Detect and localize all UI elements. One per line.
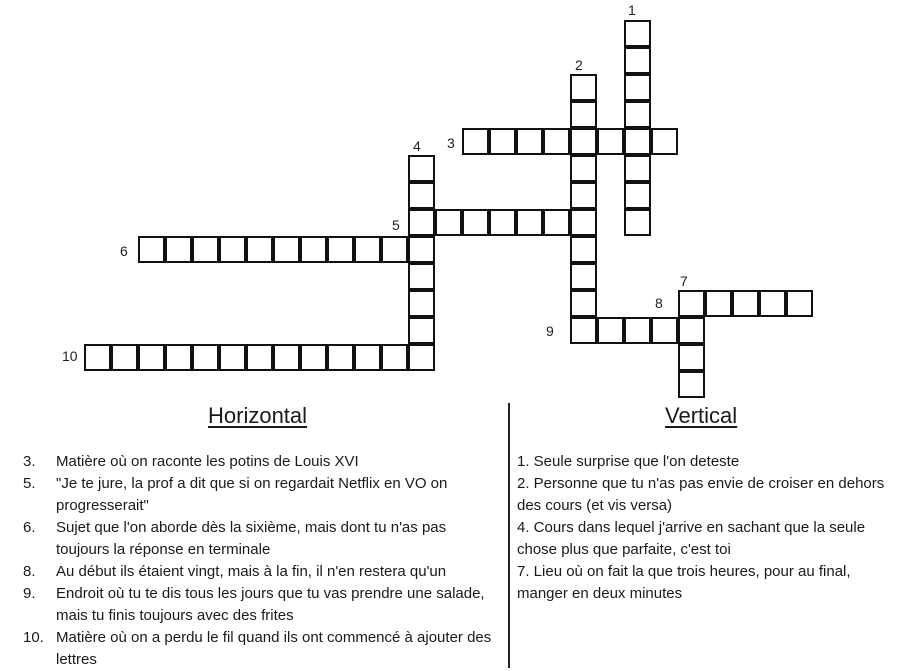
crossword-cell[interactable] [273, 344, 300, 371]
crossword-cell[interactable] [408, 290, 435, 317]
crossword-cell[interactable] [219, 344, 246, 371]
crossword-cell[interactable] [408, 209, 435, 236]
clue-number-10: 10 [62, 348, 78, 364]
horizontal-clue [23, 517, 493, 561]
crossword-cell[interactable] [678, 317, 705, 344]
crossword-cell[interactable] [219, 236, 246, 263]
crossword-cell[interactable] [543, 128, 570, 155]
clue-number-5: 5 [392, 217, 400, 233]
crossword-cell[interactable] [570, 236, 597, 263]
crossword-cell[interactable] [570, 290, 597, 317]
crossword-cell[interactable] [192, 344, 219, 371]
crossword-cell[interactable] [273, 236, 300, 263]
crossword-cell[interactable] [138, 236, 165, 263]
clue-text: Endroit où tu te dis tous les jours que tu vas prendre une salade, mais tu finis toujours avec des frites [56, 585, 485, 624]
crossword-cell[interactable] [408, 317, 435, 344]
crossword-cell[interactable] [354, 236, 381, 263]
crossword-cell[interactable] [327, 344, 354, 371]
crossword-cell[interactable] [786, 290, 813, 317]
crossword-cell[interactable] [759, 290, 786, 317]
crossword-cell[interactable] [624, 20, 651, 47]
clue-number-3: 3 [447, 135, 455, 151]
horizontal-heading: Horizontal [208, 403, 308, 428]
column-divider [508, 403, 510, 668]
crossword-cell[interactable] [408, 182, 435, 209]
crossword-cell[interactable] [597, 317, 624, 344]
crossword-cell[interactable] [516, 209, 543, 236]
clue-number-7: 7 [680, 273, 688, 289]
crossword-cell[interactable] [678, 344, 705, 371]
crossword-cell[interactable] [624, 47, 651, 74]
crossword-cell[interactable] [381, 344, 408, 371]
vertical-heading: Vertical [665, 403, 738, 428]
clue-number-9: 9 [546, 323, 554, 339]
crossword-cell[interactable] [489, 128, 516, 155]
crossword-cell[interactable] [192, 236, 219, 263]
crossword-cell[interactable] [408, 155, 435, 182]
crossword-cell[interactable] [408, 263, 435, 290]
crossword-cell[interactable] [300, 236, 327, 263]
clue-number: 5. [23, 475, 36, 492]
crossword-cell[interactable] [624, 155, 651, 182]
crossword-cell[interactable] [435, 209, 462, 236]
crossword-cell[interactable] [570, 155, 597, 182]
crossword-cell[interactable] [462, 128, 489, 155]
crossword-cell[interactable] [570, 263, 597, 290]
clue-text: Sujet que l'on aborde dès la sixième, mais dont tu n'as pas toujours la réponse en terminale [56, 519, 447, 558]
crossword-cell[interactable] [111, 344, 138, 371]
crossword-cell[interactable] [651, 317, 678, 344]
clue-number-4: 4 [413, 138, 421, 154]
crossword-cell[interactable] [300, 344, 327, 371]
horizontal-clue [23, 561, 493, 583]
crossword-cell[interactable] [138, 344, 165, 371]
crossword-cell[interactable] [624, 209, 651, 236]
crossword-cell[interactable] [570, 317, 597, 344]
clue-number: 6. [23, 519, 36, 536]
crossword-cell[interactable] [732, 290, 759, 317]
crossword-cell[interactable] [570, 128, 597, 155]
crossword-cell[interactable] [246, 236, 273, 263]
vertical-clue: 4. Cours dans lequel j'arrive en sachant que la seule chose plus que parfaite, c'est toi [517, 519, 866, 558]
clue-text: Au début ils étaient vingt, mais à la fin, il n'en restera qu'un [56, 563, 447, 580]
crossword-cell[interactable] [597, 128, 624, 155]
crossword-cell[interactable] [570, 209, 597, 236]
horizontal-clue [23, 627, 493, 671]
clue-number-1: 1 [628, 2, 636, 18]
crossword-cell[interactable] [570, 182, 597, 209]
horizontal-clue-list [23, 451, 493, 671]
vertical-clue-list [517, 451, 887, 605]
crossword-cell[interactable] [84, 344, 111, 371]
crossword-cell[interactable] [516, 128, 543, 155]
crossword-cell[interactable] [408, 236, 435, 263]
vertical-clue: 1. Seule surprise que l'on deteste [517, 453, 740, 470]
crossword-cell[interactable] [624, 101, 651, 128]
crossword-cell[interactable] [624, 317, 651, 344]
clue-number: 8. [23, 563, 36, 580]
crossword-cell[interactable] [381, 236, 408, 263]
crossword-cell[interactable] [327, 236, 354, 263]
horizontal-clue [23, 473, 493, 517]
clue-number-8: 8 [655, 295, 663, 311]
crossword-cell[interactable] [165, 236, 192, 263]
crossword-cell[interactable] [462, 209, 489, 236]
crossword-cell[interactable] [624, 74, 651, 101]
crossword-cell[interactable] [354, 344, 381, 371]
crossword-cell[interactable] [489, 209, 516, 236]
clue-number-6: 6 [120, 243, 128, 259]
horizontal-clue [23, 451, 493, 473]
clue-number: 3. [23, 453, 36, 470]
clue-number: 10. [23, 629, 44, 646]
crossword-cell[interactable] [705, 290, 732, 317]
clue-number: 9. [23, 585, 36, 602]
vertical-clue: 7. Lieu où on fait la que trois heures, pour au final, manger en deux minutes [517, 563, 851, 602]
clue-text: Matière où on raconte les potins de Louis XVI [56, 453, 359, 470]
crossword-cell[interactable] [678, 371, 705, 398]
crossword-cell[interactable] [624, 182, 651, 209]
horizontal-clue [23, 583, 493, 627]
crossword-cell[interactable] [408, 344, 435, 371]
crossword-cell[interactable] [543, 209, 570, 236]
clue-text: Matière où on a perdu le fil quand ils ont commencé à ajouter des lettres [56, 629, 492, 668]
crossword-cell[interactable] [678, 290, 705, 317]
crossword-cell[interactable] [651, 128, 678, 155]
crossword-cell[interactable] [624, 128, 651, 155]
crossword-cell[interactable] [246, 344, 273, 371]
crossword-cell[interactable] [570, 74, 597, 101]
crossword-cell[interactable] [165, 344, 192, 371]
clue-text: "Je te jure, la prof a dit que si on regardait Netflix en VO on progresserait" [56, 475, 448, 514]
vertical-clue: 2. Personne que tu n'as pas envie de croiser en dehors des cours (et vis versa) [517, 475, 885, 514]
crossword-cell[interactable] [570, 101, 597, 128]
clue-number-2: 2 [575, 57, 583, 73]
